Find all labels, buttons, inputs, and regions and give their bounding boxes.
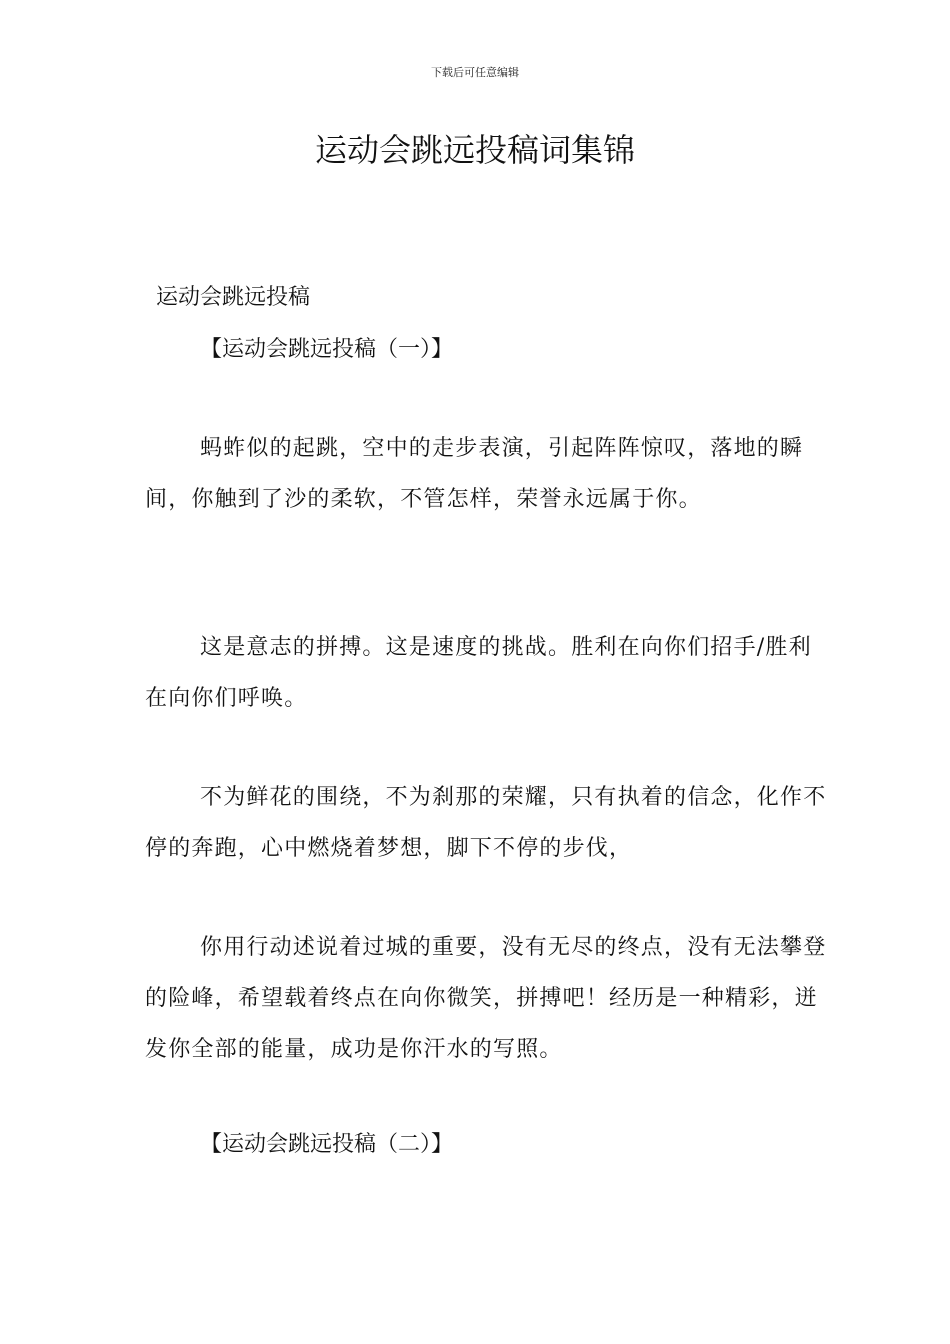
- page-header-note: 下载后可任意编辑: [431, 66, 519, 79]
- paragraph-2: 这是意志的拼搏。这是速度的挑战。胜利在向你们招手/胜利在向你们呼唤。: [145, 635, 812, 711]
- paragraph-3: 不为鲜花的围绕，不为刹那的荣耀，只有执着的信念，化作不停的奔跑，心中燃烧着梦想，脚下不停的步伐，: [145, 785, 827, 861]
- document-title: 运动会跳远投稿词集锦: [314, 131, 635, 169]
- paragraph-4: 你用行动述说着过城的重要，没有无尽的终点，没有无法攀登的险峰，希望载着终点在向你微笑，拼搏吧！经历是一种精彩，迸发你全部的能量，成功是你汗水的写照。: [145, 935, 827, 1062]
- section-heading: 运动会跳远投稿: [156, 285, 311, 310]
- subheading-part-two: 【运动会跳远投稿（二）】: [200, 1132, 454, 1157]
- paragraph-1: 蚂蚱似的起跳，空中的走步表演，引起阵阵惊叹，落地的瞬间，你触到了沙的柔软，不管怎样，荣誉永远属于你。: [145, 436, 804, 512]
- subheading-part-one: 【运动会跳远投稿（一）】: [200, 337, 454, 362]
